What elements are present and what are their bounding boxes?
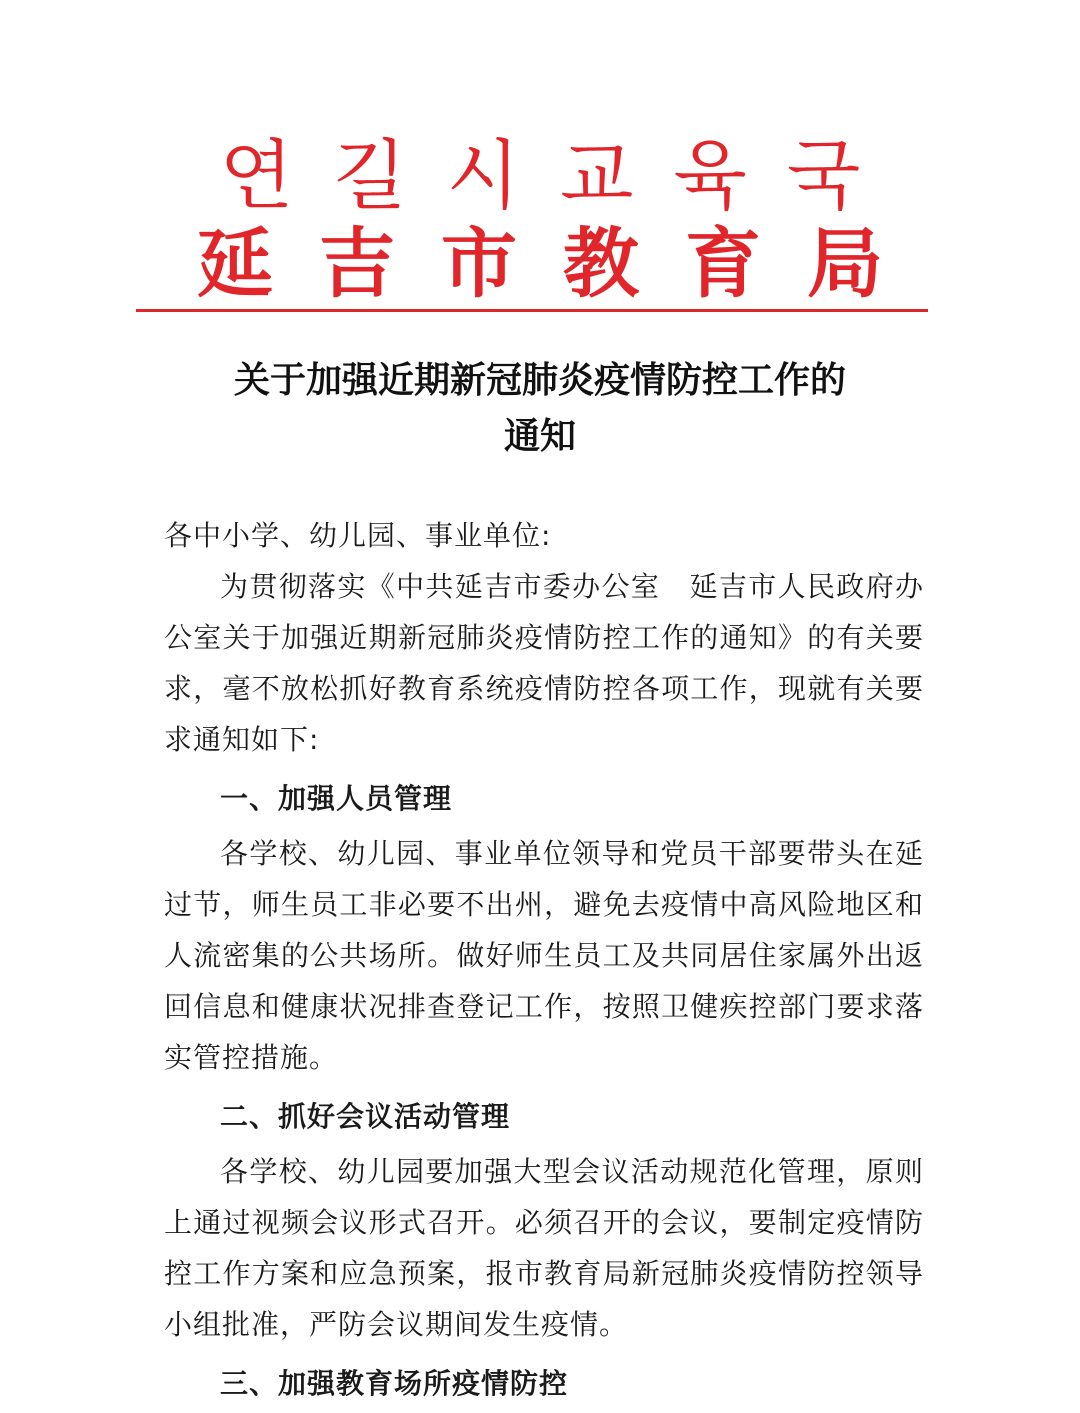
salutation: 各中小学、幼儿园、事业单位: (164, 519, 552, 552)
document-body (164, 510, 924, 1413)
section-body-1: 各学校、幼儿园、事业单位领导和党员干部要带头在延过节，师生员工非必要不出州，避免去疫情中高风险地区和人流密集的公共场所。做好师生员工及共同居住家属外出返回信息和健康状况排查登记工作，按照卫健疾控部门要求落实管控措施。 (164, 837, 924, 1074)
document-title (120, 352, 960, 464)
red-header-rule (136, 309, 928, 312)
section-body-2: 各学校、幼儿园要加强大型会议活动规范化管理，原则上通过视频会议形式召开。必须召开的会议，要制定疫情防控工作方案和应急预案，报市教育局新冠肺炎疫情防控领导小组批准，严防会议期间发生疫情。 (164, 1155, 924, 1341)
intro-paragraph: 为贯彻落实《中共延吉市委办公室 延吉市人民政府办公室关于加强近期新冠肺炎疫情防控工作的通知》的有关要求，毫不放松抓好教育系统疫情防控各项工作，现就有关要求通知如下: (164, 570, 924, 756)
masthead-korean: 연길시교육국 (219, 131, 901, 220)
section-heading-1: 一、加强人员管理 (220, 782, 453, 815)
section-heading-3: 三、加强教育场所疫情防控 (220, 1367, 569, 1400)
document-title-line-1: 关于加强近期新冠肺炎疫情防控工作的 (233, 359, 846, 401)
masthead-chinese: 延吉市教育局 (197, 219, 929, 308)
document-title-line-2: 通知 (503, 415, 576, 457)
section-heading-2: 二、抓好会议活动管理 (220, 1100, 511, 1133)
